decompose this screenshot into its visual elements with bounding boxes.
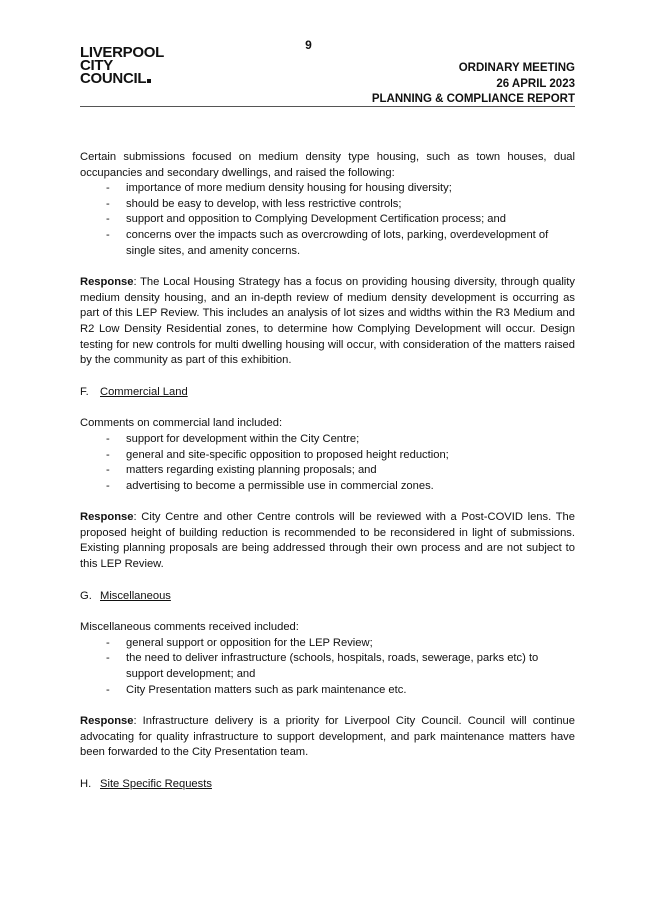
section-heading-f: F. Commercial Land (80, 385, 188, 398)
page-number: 9 (305, 38, 312, 52)
intro-paragraph: Certain submissions focused on medium density type housing, such as town houses, dual occupancies and secondary dwellings, and raised the following: (80, 151, 575, 179)
list-item: - support for development within the City Centre; (106, 432, 360, 445)
list-item: - the need to deliver infrastructure (schools, hospitals, roads, sewerage, parks etc) to support development; and (106, 652, 539, 681)
report-header (372, 61, 575, 108)
meeting-type: ORDINARY MEETING (458, 62, 575, 74)
list-item: - support and opposition to Complying Development Certification process; and (106, 213, 506, 226)
section-g-response: Response: Infrastructure delivery is a priority for Liverpool City Council. Council will continue advocating for quality infrastructure to support development, and park maintenance matters have been forwarded to the City Presentation team. (80, 715, 575, 759)
section-f-intro: Comments on commercial land included: (80, 417, 283, 430)
section-heading-g: G. Miscellaneous (80, 589, 171, 602)
intro-response: Response: The Local Housing Strategy has a focus on providing housing diversity, through quality medium density housing, and an in-depth review of medium density development is occurring as part of this LEP Review. This includes an analysis of lot sizes and widths within the R3 Medium and R2 Low Density Residential zones, to determine how Complying Development will occur. Design testing for new controls for multi dwelling housing will occur, with consideration of the matters raised by the community as part of this exhibition. (80, 276, 575, 367)
header-divider (80, 106, 575, 107)
list-item: - City Presentation matters such as park maintenance etc. (106, 683, 407, 696)
section-f-response: Response: City Centre and other Centre controls will be reviewed with a Post-COVID lens. The proposed height of building reduction is recommended to be reconsidered in light of submissions. Existing planning proposals are being addressed through their own process and are not subject to this LEP Review. (80, 511, 575, 571)
logo-dot-icon (147, 79, 151, 83)
list-item: - general support or opposition for the LEP Review; (106, 636, 373, 649)
list-item: - matters regarding existing planning proposals; and (106, 464, 377, 477)
logo-line-2: CITY (80, 57, 113, 74)
council-logo (80, 46, 164, 85)
section-heading-h: H. Site Specific Requests (80, 778, 212, 790)
list-item: - concerns over the impacts such as overcrowding of lots, parking, overdevelopment of single sites, and amenity concerns. (106, 228, 549, 257)
logo-line-3: COUNCIL (80, 70, 147, 87)
section-f-list (80, 432, 575, 494)
list-item: - importance of more medium density housing for housing diversity; (106, 182, 452, 195)
section-g-intro: Miscellaneous comments received included: (80, 621, 299, 634)
list-item: - advertising to become a permissible use in commercial zones. (106, 479, 434, 492)
logo-line-1: LIVERPOOL (80, 44, 164, 61)
list-item: - should be easy to develop, with less restrictive controls; (106, 197, 402, 210)
list-item: - general and site-specific opposition to proposed height reduction; (106, 448, 449, 461)
section-g-list (80, 636, 575, 698)
report-body (80, 150, 575, 793)
report-title: PLANNING & COMPLIANCE REPORT (371, 93, 575, 105)
intro-list (80, 181, 575, 259)
meeting-date: 26 APRIL 2023 (496, 77, 575, 90)
